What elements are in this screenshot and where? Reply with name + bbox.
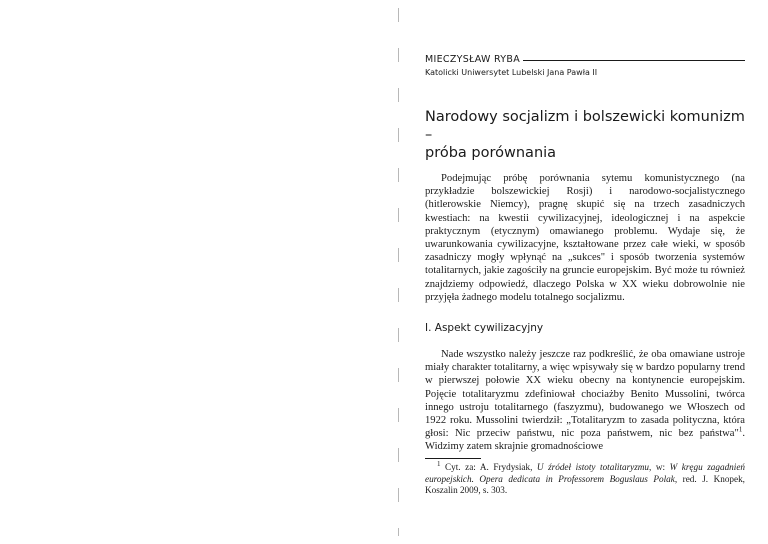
intro-paragraph: Podejmując próbę porównania sytemu komunistycznego (na przykładzie bolszewickiej Rosji) i narodowo-socjalistycznego (hitlerowskie Niemcy), pragnę skupić się na trzech zasadniczych kwestiach: na kwestii cywilizacyjnej, ideologicznej i na aspekcie praktycznym (etycznym) omawianego problemu. Wydaje się, że uwarunkowania cywilizacyjne, kształtowane przez całe wieki, w sposób zasadniczy mogły wpłynąć na „sukces" i sposób tworzenia systemów totalitarnych, jakie zagościły na gruncie europejskim. Być może tu również znajdziemy odpowiedź, dlaczego Polska w XX wieku dobrowolnie nie przyjęła żadnego modelu totalnego socjalizmu. — [425, 173, 745, 303]
section-heading: I. Aspekt cywilizacyjny — [425, 322, 544, 334]
footnote-middle: , w: — [649, 462, 670, 472]
section-paragraph-text-cont: . Widzimy zatem skrajnie gromadnościowe — [425, 428, 745, 453]
article-title — [425, 108, 745, 162]
footnote-suffix: , red. J. Knopek, Koszalin 2009, s. 303. — [425, 473, 745, 496]
author-rule — [523, 60, 745, 61]
author-row — [425, 52, 745, 66]
article-title-line2: próba porównania — [425, 145, 557, 161]
footnote-cited-book: W kręgu zagadnień europejskich. Opera dedicata in Professorem Boguslaus Polak — [425, 462, 745, 484]
footnote-cited-title: U źródeł istoty totalitaryzmu — [536, 462, 650, 472]
article-title-line1: Narodowy socjalizm i bolszewicki komunizm – — [425, 109, 745, 143]
author-affiliation: Katolicki Uniwersytet Lubelski Jana Pawła II — [425, 68, 598, 77]
footnote-number: 1 — [437, 459, 441, 468]
page-gutter-line — [398, 8, 399, 536]
author-name: MIECZYSŁAW RYBA — [425, 53, 521, 65]
section-paragraph-text: Nade wszystko należy jeszcze raz podkreślić, że oba omawiane ustroje miały charakter totalitarny, a więc wpisywały się w bardzo popularny trend w pierwszej połowie XX wieku obecny na kontynencie europejskim. Pojęcie totalitaryzmu zdefiniował chociażby Benito Mussolini, twórca innego ustroju totalitarnego (faszyzmu), budowanego we Włoszech od 1922 roku. Mussolini twierdził: „Totalitaryzm to zasada polityczna, która głosi: Nic przeciw państwu, nic poza państwem, nic bez państwa" — [425, 349, 745, 440]
footnote-separator — [425, 458, 481, 459]
footnote-reference[interactable]: 1 — [738, 425, 743, 434]
author-block — [425, 52, 745, 77]
section-paragraph — [425, 348, 745, 454]
footnote — [425, 459, 745, 497]
footnote-prefix: Cyt. za: A. Frydysiak, — [440, 462, 537, 472]
